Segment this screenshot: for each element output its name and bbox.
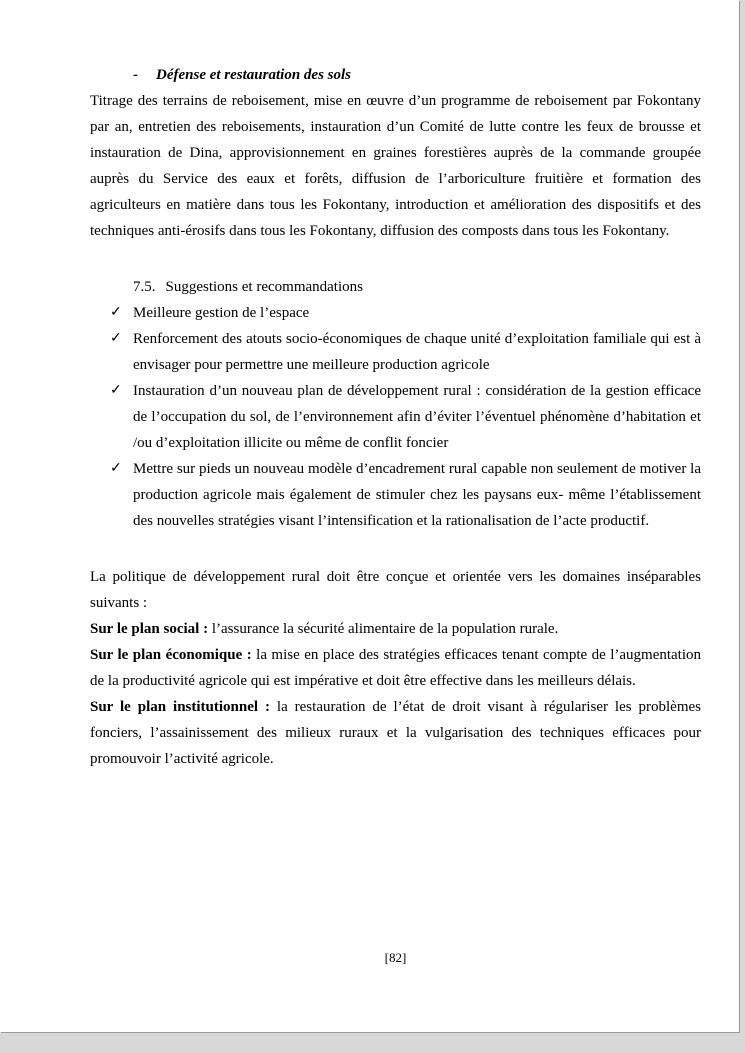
plan-text: la restauration de l’état de droit visant à régulariser les problèmes fonciers, l’assainissement des milieux ruraux et la vulgarisation des techniques efficaces pour promouvoir l’activité agricole. — [90, 699, 702, 767]
policy-paragraph: La politique de développement rural doit être conçue et orientée vers les domaines inséparables suivants : — [90, 569, 701, 611]
suggestions-list — [90, 300, 701, 534]
checkmark-icon: ✓ — [110, 305, 122, 320]
plan-paragraph-social — [90, 616, 701, 642]
suggestion-text: Instauration d’un nouveau plan de développement rural : considération de la gestion efficace de l’occupation du sol, de l’environnement afin d’éviter l’éventuel phénomène d’habitation et /ou d’exploitation illicite ou même de conflit foncier — [133, 383, 701, 451]
intro-paragraph: Titrage des terrains de reboisement, mise en œuvre d’un programme de reboisement par Fokontany par an, entretien des reboisements, instauration d’un Comité de lutte contre les feux de brousse et instauration de Dina, approvisionnement en graines forestières auprès de la commande groupée auprès du Service des eaux et forêts, diffusion de l’arboriculture fruitière et formation des agriculteurs en matière dans tous les Fokontany, introduction et amélioration des dispositifs et des techniques anti-érosifs dans tous les Fokontany, diffusion des composts dans tous les Fokontany. — [90, 93, 701, 239]
suggestion-item — [90, 300, 701, 326]
plan-label: Sur le plan économique : — [90, 647, 252, 663]
heading-title: Défense et restauration des sols — [156, 67, 351, 83]
suggestion-text: Meilleure gestion de l’espace — [133, 305, 310, 321]
checkmark-icon: ✓ — [110, 461, 122, 476]
section-title: Suggestions et recommandations — [165, 279, 363, 295]
page-number: [82] — [384, 950, 407, 965]
plan-label: Sur le plan social : — [90, 621, 209, 637]
suggestion-text: Mettre sur pieds un nouveau modèle d’encadrement rural capable non seulement de motiver la production agricole mais également de stimuler chez les paysans eux- même l’établissement des nouvelles stratégies visant l’intensification et la rationalisation de l’acte productif. — [133, 461, 701, 529]
checkmark-icon: ✓ — [110, 383, 122, 398]
heading-dash: - — [133, 67, 138, 83]
plan-label: Sur le plan institutionnel : — [90, 699, 270, 715]
suggestion-item — [90, 456, 701, 534]
suggestion-item — [90, 378, 701, 456]
defense-heading — [133, 62, 701, 88]
plan-text: l’assurance la sécurité alimentaire de la population rurale. — [211, 621, 559, 637]
plan-text: la mise en place des stratégies efficaces tenant compte de l’augmentation de la productivité agricole qui est impérative et doit être effective dans les meilleurs délais. — [90, 647, 702, 689]
checkmark-icon: ✓ — [110, 331, 122, 346]
section-number: 7.5. — [133, 279, 156, 295]
suggestion-text: Renforcement des atouts socio-économiques de chaque unité d’exploitation familiale qui est à envisager pour permettre une meilleure production agricole — [133, 331, 701, 373]
section-heading — [133, 274, 701, 300]
plan-paragraph-institutionnel — [90, 694, 701, 772]
plan-paragraph-economique — [90, 642, 701, 694]
suggestion-item — [90, 326, 701, 378]
